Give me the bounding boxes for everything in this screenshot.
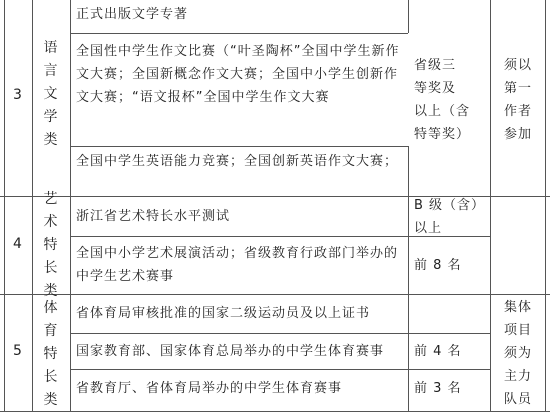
award-item: 国家教育部、国家体育总局举办的中学生体育赛事 — [76, 344, 385, 359]
award-item: 省体育局审核批准的国家二级运动员及以上证书 — [76, 306, 371, 321]
award-item: 全国性中学生作文比赛（“叶圣陶杯”全国中学生新作文大赛；全国新概念作文大赛；全国中小学生创新作文大赛；“语文报杯”全国中学生作文大赛 — [76, 44, 400, 105]
row5-divider-a — [70, 333, 490, 334]
col-divider-item — [408, 146, 409, 412]
col-divider-level — [490, 0, 491, 412]
right-border — [545, 0, 546, 412]
category-label: 语 言 文 学 类 — [43, 40, 59, 148]
table-bottom-border — [0, 411, 550, 412]
category-label: 体 育 特 长 类 — [43, 300, 59, 408]
award-item: 全国中学生英语能力竞赛；全国创新英语作文大赛； — [76, 154, 399, 169]
required-level: 前 8 名 — [414, 258, 462, 273]
award-item: 全国中小学艺术展演活动；省级教育行政部门举办的中学生艺术赛事 — [76, 246, 399, 284]
award-item: 省教育厅、省体育局举办的中学生体育赛事 — [76, 381, 343, 396]
required-level: 前 3 名 — [414, 381, 462, 396]
required-level: 省级三 等奖及 以上（含 特等奖） — [414, 58, 471, 142]
category-label: 艺 术 特 长 类 — [43, 191, 59, 299]
row-divider-4-5 — [0, 294, 550, 295]
required-level: B 级（含） 以上 — [414, 198, 486, 236]
participation-note: 集体 项目 须为 主力 队员 — [503, 300, 532, 407]
col-divider-item — [408, 0, 409, 33]
row-number: 5 — [13, 343, 23, 359]
col-divider-category — [70, 0, 71, 412]
participation-note: 须以 第一 作者 参加 — [503, 58, 532, 142]
award-item: 正式出版文学专著 — [76, 7, 189, 22]
row5-divider-b — [70, 369, 490, 370]
award-item: 浙江省艺术特长水平测试 — [76, 209, 231, 224]
required-level: 前 4 名 — [414, 344, 462, 359]
row3-divider-b — [70, 146, 408, 147]
row-number: 3 — [13, 87, 23, 103]
row-number: 4 — [13, 236, 23, 252]
row3-divider-a — [70, 33, 408, 34]
